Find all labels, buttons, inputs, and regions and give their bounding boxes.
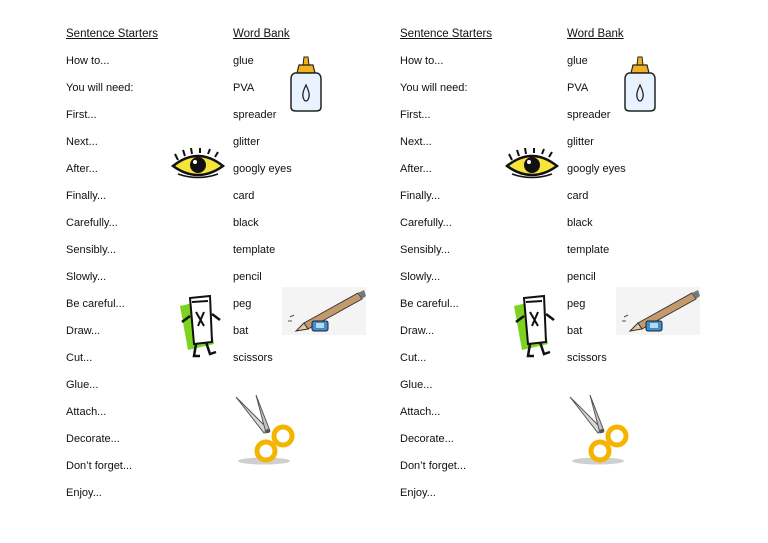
- glue-bottle-icon: [622, 55, 658, 113]
- word-item: scissors: [233, 352, 273, 364]
- starter-item: How to...: [66, 55, 110, 67]
- word-item: peg: [233, 298, 252, 310]
- word-item: PVA: [233, 82, 255, 94]
- starter-item: Be careful...: [66, 298, 125, 310]
- starter-item: You will need:: [66, 82, 134, 94]
- word-item: black: [567, 217, 593, 229]
- word-bank-heading: Word Bank: [233, 28, 290, 40]
- sentence-starters-column: [66, 26, 158, 512]
- starter-item: Glue...: [66, 379, 99, 391]
- word-item: template: [567, 244, 610, 256]
- sentence-starters-column: [400, 26, 492, 512]
- word-item: bat: [567, 325, 583, 337]
- word-item: black: [233, 217, 259, 229]
- word-item: pencil: [567, 271, 596, 283]
- starter-item: Decorate...: [66, 433, 120, 445]
- starter-item: Decorate...: [400, 433, 454, 445]
- person-icon: [510, 292, 558, 358]
- starter-item: First...: [400, 109, 431, 121]
- starter-item: Sensibly...: [400, 244, 450, 256]
- starter-item: Enjoy...: [66, 487, 102, 499]
- starter-item: Be careful...: [400, 298, 459, 310]
- sentence-starters-heading: Sentence Starters: [400, 28, 493, 40]
- starter-item: After...: [66, 163, 98, 175]
- word-item: glue: [233, 55, 254, 67]
- starter-item: Slowly...: [400, 271, 441, 283]
- person-icon: [176, 292, 224, 358]
- starter-item: Carefully...: [400, 217, 452, 229]
- starter-item: First...: [66, 109, 97, 121]
- starter-item: Next...: [400, 136, 432, 148]
- eye-icon: [504, 148, 560, 184]
- starter-item: Cut...: [66, 352, 93, 364]
- word-item: glitter: [567, 136, 594, 148]
- starter-item: Attach...: [66, 406, 107, 418]
- word-item: card: [567, 190, 589, 202]
- starter-item: Finally...: [400, 190, 441, 202]
- worksheet-left: [0, 0, 330, 543]
- starter-item: Draw...: [400, 325, 435, 337]
- starter-item: Glue...: [400, 379, 433, 391]
- starter-item: You will need:: [400, 82, 468, 94]
- starter-item: Don’t forget...: [400, 460, 467, 472]
- starter-item: Next...: [66, 136, 98, 148]
- pencil-icon: [616, 287, 700, 335]
- word-item: spreader: [567, 109, 611, 121]
- starter-item: Finally...: [66, 190, 107, 202]
- word-item: spreader: [233, 109, 277, 121]
- starter-item: Slowly...: [66, 271, 107, 283]
- word-item: bat: [233, 325, 249, 337]
- scissors-icon: [232, 393, 296, 465]
- word-item: PVA: [567, 82, 589, 94]
- word-item: pencil: [233, 271, 262, 283]
- eye-icon: [170, 148, 226, 184]
- scissors-icon: [566, 393, 630, 465]
- word-item: glue: [567, 55, 588, 67]
- starter-item: Draw...: [66, 325, 101, 337]
- starter-item: Enjoy...: [400, 487, 436, 499]
- word-item: peg: [567, 298, 586, 310]
- word-item: template: [233, 244, 276, 256]
- starter-item: Carefully...: [66, 217, 118, 229]
- word-item: card: [233, 190, 255, 202]
- word-item: scissors: [567, 352, 607, 364]
- sentence-starters-heading: Sentence Starters: [66, 28, 159, 40]
- glue-bottle-icon: [288, 55, 324, 113]
- word-item: googly eyes: [233, 163, 292, 175]
- starter-item: Don’t forget...: [66, 460, 133, 472]
- starter-item: Cut...: [400, 352, 427, 364]
- starter-item: Attach...: [400, 406, 441, 418]
- word-item: glitter: [233, 136, 260, 148]
- word-item: googly eyes: [567, 163, 626, 175]
- worksheet-right: [334, 0, 664, 543]
- starter-item: How to...: [400, 55, 444, 67]
- starter-item: Sensibly...: [66, 244, 116, 256]
- word-bank-heading: Word Bank: [567, 28, 624, 40]
- starter-item: After...: [400, 163, 432, 175]
